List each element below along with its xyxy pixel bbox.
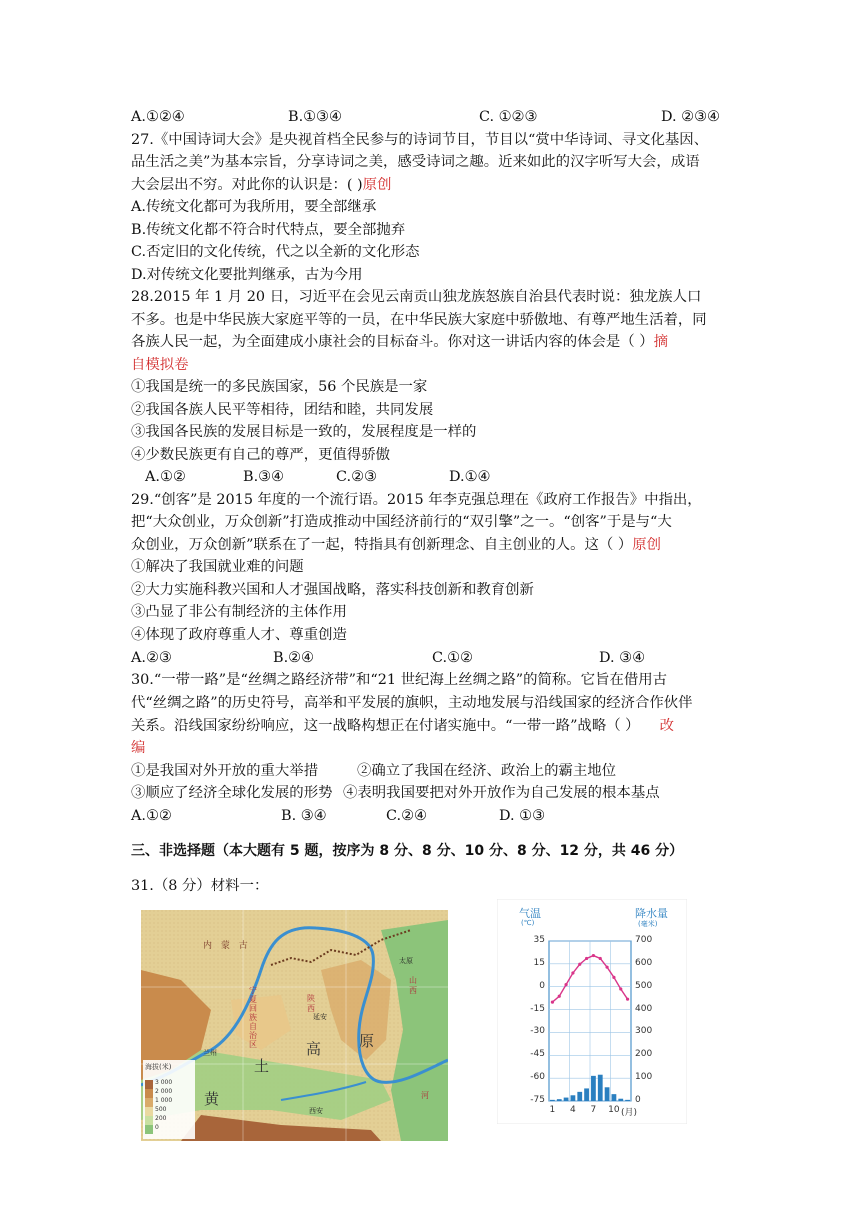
tick-label: 200 bbox=[635, 1049, 653, 1060]
map-label-shaanxi: 陕 西 bbox=[307, 994, 315, 1013]
tick-label: 500 bbox=[635, 980, 653, 991]
temperature-point bbox=[571, 971, 574, 974]
q29-item-2: ②大力实施科教兴国和人才强国战略，落实科技创新和教育创新 bbox=[131, 582, 534, 598]
tick-label: -75 bbox=[530, 1095, 545, 1105]
q29-source-tag: 原创 bbox=[632, 537, 662, 553]
map-label-huang: 黄 bbox=[204, 1090, 220, 1108]
q29-option-a: A.②③ bbox=[131, 650, 172, 666]
q28-item-2: ②我国各族人民平等相待，团结和睦，共同发展 bbox=[131, 402, 434, 418]
q26-option-a: A.①②④ bbox=[131, 109, 185, 125]
precip-bar bbox=[612, 1094, 617, 1101]
q29-stem-line3: 众创业，万众创新”联系在了一起，特指具有创新理念、自主创业的人。这（ ）原创 bbox=[131, 537, 662, 553]
q30-stem-line2: 代“丝绸之路”的历史符号，高举和平发展的旗帜，主动地发展与沿线国家的经济合作伙伴 bbox=[131, 695, 693, 711]
loess-plateau-map bbox=[141, 910, 448, 1141]
tick-label: 100 bbox=[635, 1072, 653, 1083]
precip-bar bbox=[571, 1095, 576, 1101]
map-label-gao: 高 bbox=[306, 1040, 322, 1058]
q27-option-c: C.否定旧的文化传统，代之以全新的文化形态 bbox=[131, 244, 420, 260]
temperature-point bbox=[585, 957, 588, 960]
temp-axis-label: 气温 bbox=[519, 907, 541, 920]
tick-label: 4 bbox=[570, 1105, 576, 1115]
q28-option-a: A.①② bbox=[145, 469, 186, 485]
tick-label: 0 bbox=[539, 980, 545, 991]
q28-item-1: ①我国是统一的多民族国家，56 个民族是一家 bbox=[131, 379, 428, 395]
q28-item-3: ③我国各民族的发展目标是一致的，发展程度是一样的 bbox=[131, 424, 477, 440]
q28-item-4: ④少数民族更有自己的尊严，更值得骄傲 bbox=[131, 447, 391, 463]
precip-bar bbox=[577, 1092, 582, 1101]
precip-bar bbox=[557, 1099, 562, 1101]
section3-heading: 三、非选择题（本大题有 5 题，按序为 8 分、8 分、10 分、8 分、12 分，共 46 分） bbox=[131, 843, 684, 859]
map-label-henan: 河 bbox=[421, 1091, 429, 1100]
q27-stem-line3: 大会层出不穷。对此你的认识是：( )原创 bbox=[131, 177, 392, 193]
precip-bar bbox=[625, 1100, 630, 1101]
q27-option-b: B.传统文化都不符合时代特点，要全部抛弃 bbox=[131, 222, 406, 238]
tick-label: 0 bbox=[635, 1095, 641, 1105]
q29-item-4: ④体现了政府尊重人才、尊重创造 bbox=[131, 627, 347, 643]
tick-label: 700 bbox=[635, 935, 653, 945]
temperature-point bbox=[619, 987, 622, 990]
map-label-shanxi: 山 西 bbox=[409, 976, 417, 995]
q30-source-tag: 改 bbox=[659, 718, 674, 734]
q27-source-tag: 原创 bbox=[362, 177, 392, 193]
tick-label: -30 bbox=[530, 1026, 545, 1037]
tick-label: -15 bbox=[530, 1003, 545, 1014]
q27-stem-line2: 品生活之美”为基本宗旨，分享诗词之美，感受诗词之趣。近来如此的汉字听写大会，成语 bbox=[131, 154, 700, 170]
q28-source-tag: 摘 bbox=[653, 334, 669, 350]
q30-option-a: A.①② bbox=[131, 808, 172, 824]
q29-option-b: B.②④ bbox=[273, 650, 314, 666]
tick-label: 7 bbox=[590, 1105, 597, 1115]
map-legend-values: 3 000 2 000 1 000 500 200 0 bbox=[155, 1079, 173, 1131]
map-label-ningxia: 宁夏回族自治区 bbox=[249, 986, 257, 1049]
tick-label: 15 bbox=[533, 957, 545, 968]
temperature-point bbox=[612, 976, 615, 979]
climate-chart bbox=[497, 899, 687, 1124]
q27-stem-line1: 27.《中国诗词大会》是央视首档全民参与的诗词节目，节目以“赏中华诗词、寻文化基因、 bbox=[131, 132, 709, 148]
q28-option-d: D.①④ bbox=[449, 469, 491, 485]
precip-bar bbox=[618, 1099, 623, 1101]
q29-option-c: C.①② bbox=[432, 650, 473, 666]
precip-bar bbox=[584, 1088, 589, 1101]
tick-label: 10 bbox=[608, 1105, 620, 1115]
q28-stem-line2: 不多。也是中华民族大家庭平等的一员，在中华民族大家庭中骄傲地、有尊严地生活着，同 bbox=[131, 312, 707, 328]
temperature-point bbox=[605, 966, 608, 969]
temperature-point bbox=[599, 957, 602, 960]
q30-stem-line3: 关系。沿线国家纷纷响应，这一战略构想正在付诸实施中。“一带一路”战略（ ） 改 bbox=[131, 718, 674, 734]
q29-stem-line2: 把“大众创业，万众创新”打造成推动中国经济前行的“双引擎”之一。“创客”于是与“大 bbox=[131, 514, 672, 530]
temperature-point bbox=[578, 963, 581, 966]
q28-source-tag-cont: 自模拟卷 bbox=[131, 357, 189, 373]
map-svg bbox=[141, 910, 448, 1141]
q26-option-d: D. ②③④ bbox=[661, 109, 720, 125]
q28-option-b: B.③④ bbox=[243, 469, 284, 485]
q30-stem-line1: 30.“一带一路”是“丝绸之路经济带”和“21 世纪海上丝绸之路”的简称。它旨在借用古 bbox=[131, 672, 668, 688]
q31-stem: 31.（8 分）材料一： bbox=[131, 878, 269, 894]
tick-label: 300 bbox=[635, 1026, 653, 1037]
precip-bar bbox=[605, 1087, 610, 1101]
q29-item-3: ③凸显了非公有制经济的主体作用 bbox=[131, 604, 347, 620]
map-label-xian: 西安 bbox=[309, 1107, 323, 1115]
precip-bar bbox=[550, 1100, 555, 1101]
map-label-inner-mongolia: 内 蒙 古 bbox=[203, 941, 251, 951]
q30-option-b: B. ③④ bbox=[281, 808, 327, 824]
temperature-point bbox=[626, 998, 629, 1001]
q27-option-d: D.对传统文化要批判继承，古为今用 bbox=[131, 267, 363, 283]
q29-option-d: D. ③④ bbox=[599, 650, 645, 666]
precip-axis-unit: (毫米) bbox=[638, 920, 658, 928]
tick-label: 1 bbox=[549, 1105, 556, 1115]
map-label-tu: 土 bbox=[254, 1057, 270, 1075]
temperature-point bbox=[558, 995, 561, 998]
q29-stem-line1: 29.“创客”是 2015 年度的一个流行语。2015 年李克强总理在《政府工作报告》中指出， bbox=[131, 492, 702, 508]
q30-item-1: ①是我国对外开放的重大举措 bbox=[131, 763, 319, 779]
q26-option-b: B.①③④ bbox=[288, 109, 342, 125]
temperature-point bbox=[551, 1000, 554, 1003]
temp-axis-unit: (℃) bbox=[521, 919, 535, 927]
q30-item-2: ②确立了我国在经济、政治上的霸主地位 bbox=[357, 763, 617, 779]
tick-label: 35 bbox=[533, 935, 545, 945]
q30-item-4: ④表明我国要把对外开放作为自己发展的根本基点 bbox=[343, 785, 660, 801]
map-label-yuan: 原 bbox=[359, 1032, 375, 1050]
q28-stem-line1: 28.2015 年 1 月 20 日，习近平在会见云南贡山独龙族怒族自治县代表时说：独龙族人口 bbox=[131, 289, 702, 305]
precip-axis-label: 降水量 bbox=[635, 907, 668, 920]
temperature-point bbox=[592, 954, 595, 957]
q28-option-c: C.②③ bbox=[336, 469, 377, 485]
tick-label: -45 bbox=[530, 1049, 545, 1060]
q28-stem-line3: 各族人民一起，为全面建成小康社会的目标奋斗。你对这一讲话内容的体会是（ ）摘 bbox=[131, 334, 669, 350]
temperature-point bbox=[564, 983, 567, 986]
tick-label: (月) bbox=[621, 1108, 638, 1118]
map-legend-title: 海拔(米) bbox=[145, 1063, 172, 1071]
tick-label: 600 bbox=[635, 957, 653, 968]
q26-option-c: C. ①②③ bbox=[479, 109, 538, 125]
map-label-yanan: 延安 bbox=[313, 1013, 327, 1021]
q30-option-d: D. ①③ bbox=[499, 808, 545, 824]
tick-label: 400 bbox=[635, 1003, 653, 1014]
tick-label: -60 bbox=[530, 1072, 545, 1083]
q27-option-a: A.传统文化都可为我所用，要全部继承 bbox=[131, 199, 377, 215]
q30-item-3: ③顺应了经济全球化发展的形势 bbox=[131, 785, 333, 801]
precip-bar bbox=[598, 1075, 603, 1101]
q30-source-tag-cont: 编 bbox=[131, 740, 146, 756]
q29-item-1: ①解决了我国就业难的问题 bbox=[131, 559, 304, 575]
precip-bar bbox=[564, 1098, 569, 1101]
map-label-taiyuan: 太原 bbox=[399, 957, 413, 965]
q30-option-c: C.②④ bbox=[386, 808, 427, 824]
map-label-lanzhou: 兰州 bbox=[203, 1049, 217, 1057]
precip-bar bbox=[591, 1076, 596, 1101]
